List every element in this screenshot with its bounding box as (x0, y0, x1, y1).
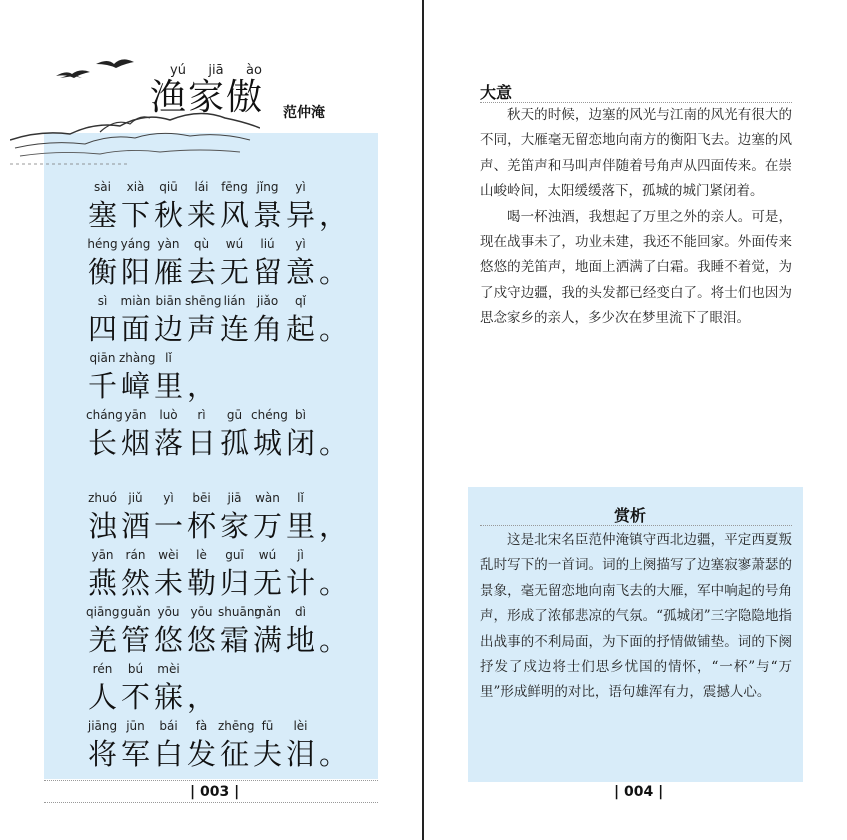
poem-character: 闭 (285, 426, 315, 460)
pinyin-syllable: mǎn (254, 605, 281, 619)
poem-character: 勒 (186, 566, 216, 600)
pinyin-syllable: jiāng (87, 719, 118, 733)
poem-character: 计 (285, 566, 315, 600)
pinyin-syllable: jiǔ (128, 491, 143, 505)
shangxi-text (480, 528, 792, 706)
pinyin-syllable: héng (87, 237, 118, 251)
character-row (86, 564, 386, 602)
poem-character: 无 (252, 566, 282, 600)
pinyin-syllable: bái (159, 719, 178, 733)
pinyin-syllable: gū (226, 408, 243, 422)
poem-character: 风 (219, 198, 249, 232)
poem-character: 万 (252, 509, 282, 543)
poem-character: 然 (120, 566, 150, 600)
section-title-dayi: 大意 (480, 83, 513, 102)
poem-character: 杯 (186, 509, 216, 543)
pinyin-syllable: jì (297, 548, 304, 562)
pinyin-syllable: xià (126, 180, 145, 194)
pinyin-syllable: qǐ (295, 294, 306, 308)
pinyin-row (86, 237, 386, 253)
pinyin-syllable: rén (92, 662, 113, 676)
section-title-shangxi: 赏析 (614, 506, 647, 525)
character-row (86, 621, 386, 659)
poem-line (86, 180, 386, 237)
pinyin-syllable: yàn (157, 237, 180, 251)
pinyin-syllable: yáng (120, 237, 151, 251)
pinyin-syllable: lǐ (165, 351, 172, 365)
pinyin-syllable: wú (258, 548, 277, 562)
pinyin-row (86, 180, 386, 196)
pinyin-syllable: bì (295, 408, 306, 422)
pinyin-syllable: qiū (159, 180, 178, 194)
poem-character: 下 (120, 198, 150, 232)
pinyin-syllable: yì (163, 491, 174, 505)
poem-character: 日 (186, 426, 216, 460)
pinyin-syllable: shēng (185, 294, 222, 308)
pinyin-syllable: guī (225, 548, 244, 562)
poem-character: 连 (219, 312, 249, 346)
poem-character: 酒 (120, 509, 150, 543)
pinyin-syllable: wú (225, 237, 244, 251)
character-row (86, 507, 386, 545)
pinyin-syllable: rán (125, 548, 146, 562)
pinyin-syllable: yān (91, 548, 114, 562)
poem-line (86, 719, 386, 776)
pinyin-syllable: luò (159, 408, 178, 422)
pinyin-row (86, 351, 386, 367)
pinyin-row (86, 719, 386, 735)
poem-line (86, 548, 386, 605)
poem-line (86, 408, 386, 465)
pinyin-syllable: jiǎo (256, 294, 279, 308)
poem-character: 管 (120, 623, 150, 657)
poem-character: 寐 (153, 680, 183, 714)
poem-character: 。 (318, 426, 348, 460)
poem-character: 军 (120, 737, 150, 771)
pinyin-syllable: jiā (227, 491, 242, 505)
pinyin-row (86, 605, 386, 621)
pinyin-syllable: qiāng (86, 605, 120, 619)
dayi-paragraph: 秋天的时候，边塞的风光与江南的风光有很大的不同，大雁毫无留恋地向南方的衡阳飞去。边塞的风声、羌笛声和马叫声伴随着号角声从四面传来。在崇山峻岭间，太阳缓缓落下，孤城的城门紧闭着。 (480, 107, 792, 200)
pinyin-syllable: yōu (157, 605, 180, 619)
pinyin-syllable: biān (155, 294, 182, 308)
pinyin-syllable: lǐ (297, 491, 304, 505)
dayi-text (480, 103, 792, 332)
poem-character: 白 (153, 737, 183, 771)
character-row (86, 310, 386, 348)
pinyin-syllable: zhuó (88, 491, 117, 505)
poem-character: 未 (153, 566, 183, 600)
poem-lines (86, 180, 386, 776)
poem-character: 里 (153, 369, 183, 403)
character-row (86, 367, 386, 405)
poem-character: 角 (252, 312, 282, 346)
poem-line (86, 294, 386, 351)
pinyin-syllable: qù (193, 237, 210, 251)
poem-character: 落 (153, 426, 183, 460)
poem-character: 燕 (87, 566, 117, 600)
poem-character: 嶂 (120, 369, 150, 403)
poem-line (86, 605, 386, 662)
pinyin-syllable: jǐng (256, 180, 279, 194)
page-number: | 003 | (190, 784, 240, 800)
poem-character: 将 (87, 737, 117, 771)
poem-character: 来 (186, 198, 216, 232)
poem-character: 声 (186, 312, 216, 346)
pinyin-syllable: yì (295, 237, 306, 251)
pinyin-syllable: dì (295, 605, 306, 619)
poem-character: 衡 (87, 255, 117, 289)
poem-character: ， (186, 369, 216, 403)
poem-character: 悠 (186, 623, 216, 657)
poem-character: 霜 (219, 623, 249, 657)
poem-character: 发 (186, 737, 216, 771)
poem-character: 。 (318, 255, 348, 289)
poem-character: ， (318, 509, 348, 543)
poem-character: 塞 (87, 198, 117, 232)
poem-line (86, 662, 386, 719)
pinyin-row (86, 408, 386, 424)
poem-character: 浊 (87, 509, 117, 543)
pinyin-syllable: lèi (293, 719, 308, 733)
poem-character: 雁 (153, 255, 183, 289)
poem-character: 孤 (219, 426, 249, 460)
poem-character: 无 (219, 255, 249, 289)
poem-character: 面 (120, 312, 150, 346)
pinyin-syllable: yì (295, 180, 306, 194)
poem-character: 城 (252, 426, 282, 460)
flying-birds-illustration (52, 52, 142, 92)
poem-character: 阳 (120, 255, 150, 289)
character-row (86, 678, 386, 716)
poem-line (86, 351, 386, 408)
poem-character: 。 (318, 566, 348, 600)
poem-character: 人 (87, 680, 117, 714)
title-pinyin-syllable: yú (170, 63, 186, 78)
divider-dotted (480, 525, 792, 526)
poem-line (86, 491, 386, 548)
poem-character: 异 (285, 198, 315, 232)
pinyin-syllable: lián (223, 294, 246, 308)
poem-character: 里 (285, 509, 315, 543)
poem-character: 一 (153, 509, 183, 543)
pinyin-syllable: mèi (157, 662, 180, 676)
pinyin-syllable: rì (197, 408, 206, 422)
poem-character: 不 (120, 680, 150, 714)
poem-character: 。 (318, 312, 348, 346)
pinyin-syllable: miàn (120, 294, 151, 308)
poem-character: 留 (252, 255, 282, 289)
poem-character: 夫 (252, 737, 282, 771)
poem-character: 长 (87, 426, 117, 460)
poem-line (86, 237, 386, 294)
pinyin-syllable: liú (260, 237, 275, 251)
character-row (86, 253, 386, 291)
poem-character: 起 (285, 312, 315, 346)
poem-character: 归 (219, 566, 249, 600)
pinyin-row (86, 294, 386, 310)
pinyin-syllable: lái (194, 180, 209, 194)
page-number: | 004 | (614, 784, 664, 800)
poem-author: 范仲淹 (283, 105, 325, 121)
left-page (0, 0, 422, 840)
pinyin-row (86, 548, 386, 564)
poem-character: 家 (219, 509, 249, 543)
pinyin-syllable: zhēng (218, 719, 255, 733)
pinyin-syllable: shuāng (218, 605, 263, 619)
character-row (86, 735, 386, 773)
title-pinyin-syllable: jiā (208, 63, 224, 78)
poem-character: 地 (285, 623, 315, 657)
pinyin-syllable: qiān (89, 351, 116, 365)
poem-character: 泪 (285, 737, 315, 771)
pinyin-syllable: wàn (255, 491, 280, 505)
poem-title: 渔家傲 (150, 77, 265, 118)
poem-character: 羌 (87, 623, 117, 657)
title-pinyin-syllable: ào (246, 63, 262, 78)
shangxi-paragraph: 这是北宋名臣范仲淹镇守西北边疆，平定西夏叛乱时写下的一首词。词的上阕描写了边塞寂寥萧瑟的景象，毫无留恋地向南飞去的大雁，军中响起的号角声，形成了浓郁悲凉的气氛。“孤城闭”三字隐隐地指出战事的不利局面，为下面的抒情做铺垫。词的下阕抒发了戍边将士们思乡忧国的情怀，“一杯”与“万里”形成鲜明的对比，语句雄浑有力，震撼人心。 (480, 532, 792, 701)
pinyin-syllable: zhàng (119, 351, 156, 365)
poem-character: 意 (285, 255, 315, 289)
right-page (424, 0, 847, 840)
poem-character: 四 (87, 312, 117, 346)
pinyin-row (86, 491, 386, 507)
pinyin-syllable: sì (97, 294, 108, 308)
pinyin-syllable: chéng (251, 408, 288, 422)
poem-character: 去 (186, 255, 216, 289)
pinyin-syllable: bēi (192, 491, 211, 505)
poem-character: 。 (318, 623, 348, 657)
pinyin-syllable: sài (94, 180, 111, 194)
poem-character: ， (186, 680, 216, 714)
poem-character: 景 (252, 198, 282, 232)
poem-character: 千 (87, 369, 117, 403)
poem-character: 征 (219, 737, 249, 771)
pinyin-syllable: yān (124, 408, 147, 422)
poem-character: 。 (318, 737, 348, 771)
poem-character: 悠 (153, 623, 183, 657)
pinyin-syllable: jūn (126, 719, 145, 733)
character-row (86, 196, 386, 234)
pinyin-syllable: cháng (86, 408, 123, 422)
pinyin-syllable: bú (127, 662, 144, 676)
dayi-paragraph: 喝一杯浊酒，我想起了万里之外的亲人。可是，现在战事未了，功业未建，我还不能回家。外面传来悠悠的羌笛声，地面上洒满了白霜。我睡不着觉，为了戍守边疆，我的头发都已经变白了。将士们也因为思念家乡的亲人，多少次在梦里流下了眼泪。 (480, 208, 792, 327)
poem-character: ， (318, 198, 348, 232)
pinyin-row (86, 662, 386, 678)
pinyin-syllable: wèi (158, 548, 179, 562)
poem-character: 边 (153, 312, 183, 346)
divider-dotted (44, 780, 378, 781)
poem-character: 烟 (120, 426, 150, 460)
character-row (86, 424, 386, 462)
divider-dotted (44, 802, 378, 803)
pinyin-syllable: fēng (221, 180, 248, 194)
poem-character: 满 (252, 623, 282, 657)
pinyin-syllable: fà (195, 719, 208, 733)
poem-character: 秋 (153, 198, 183, 232)
pinyin-syllable: guǎn (120, 605, 151, 619)
pinyin-syllable: yōu (190, 605, 213, 619)
pinyin-syllable: lè (196, 548, 207, 562)
pinyin-syllable: fū (261, 719, 274, 733)
